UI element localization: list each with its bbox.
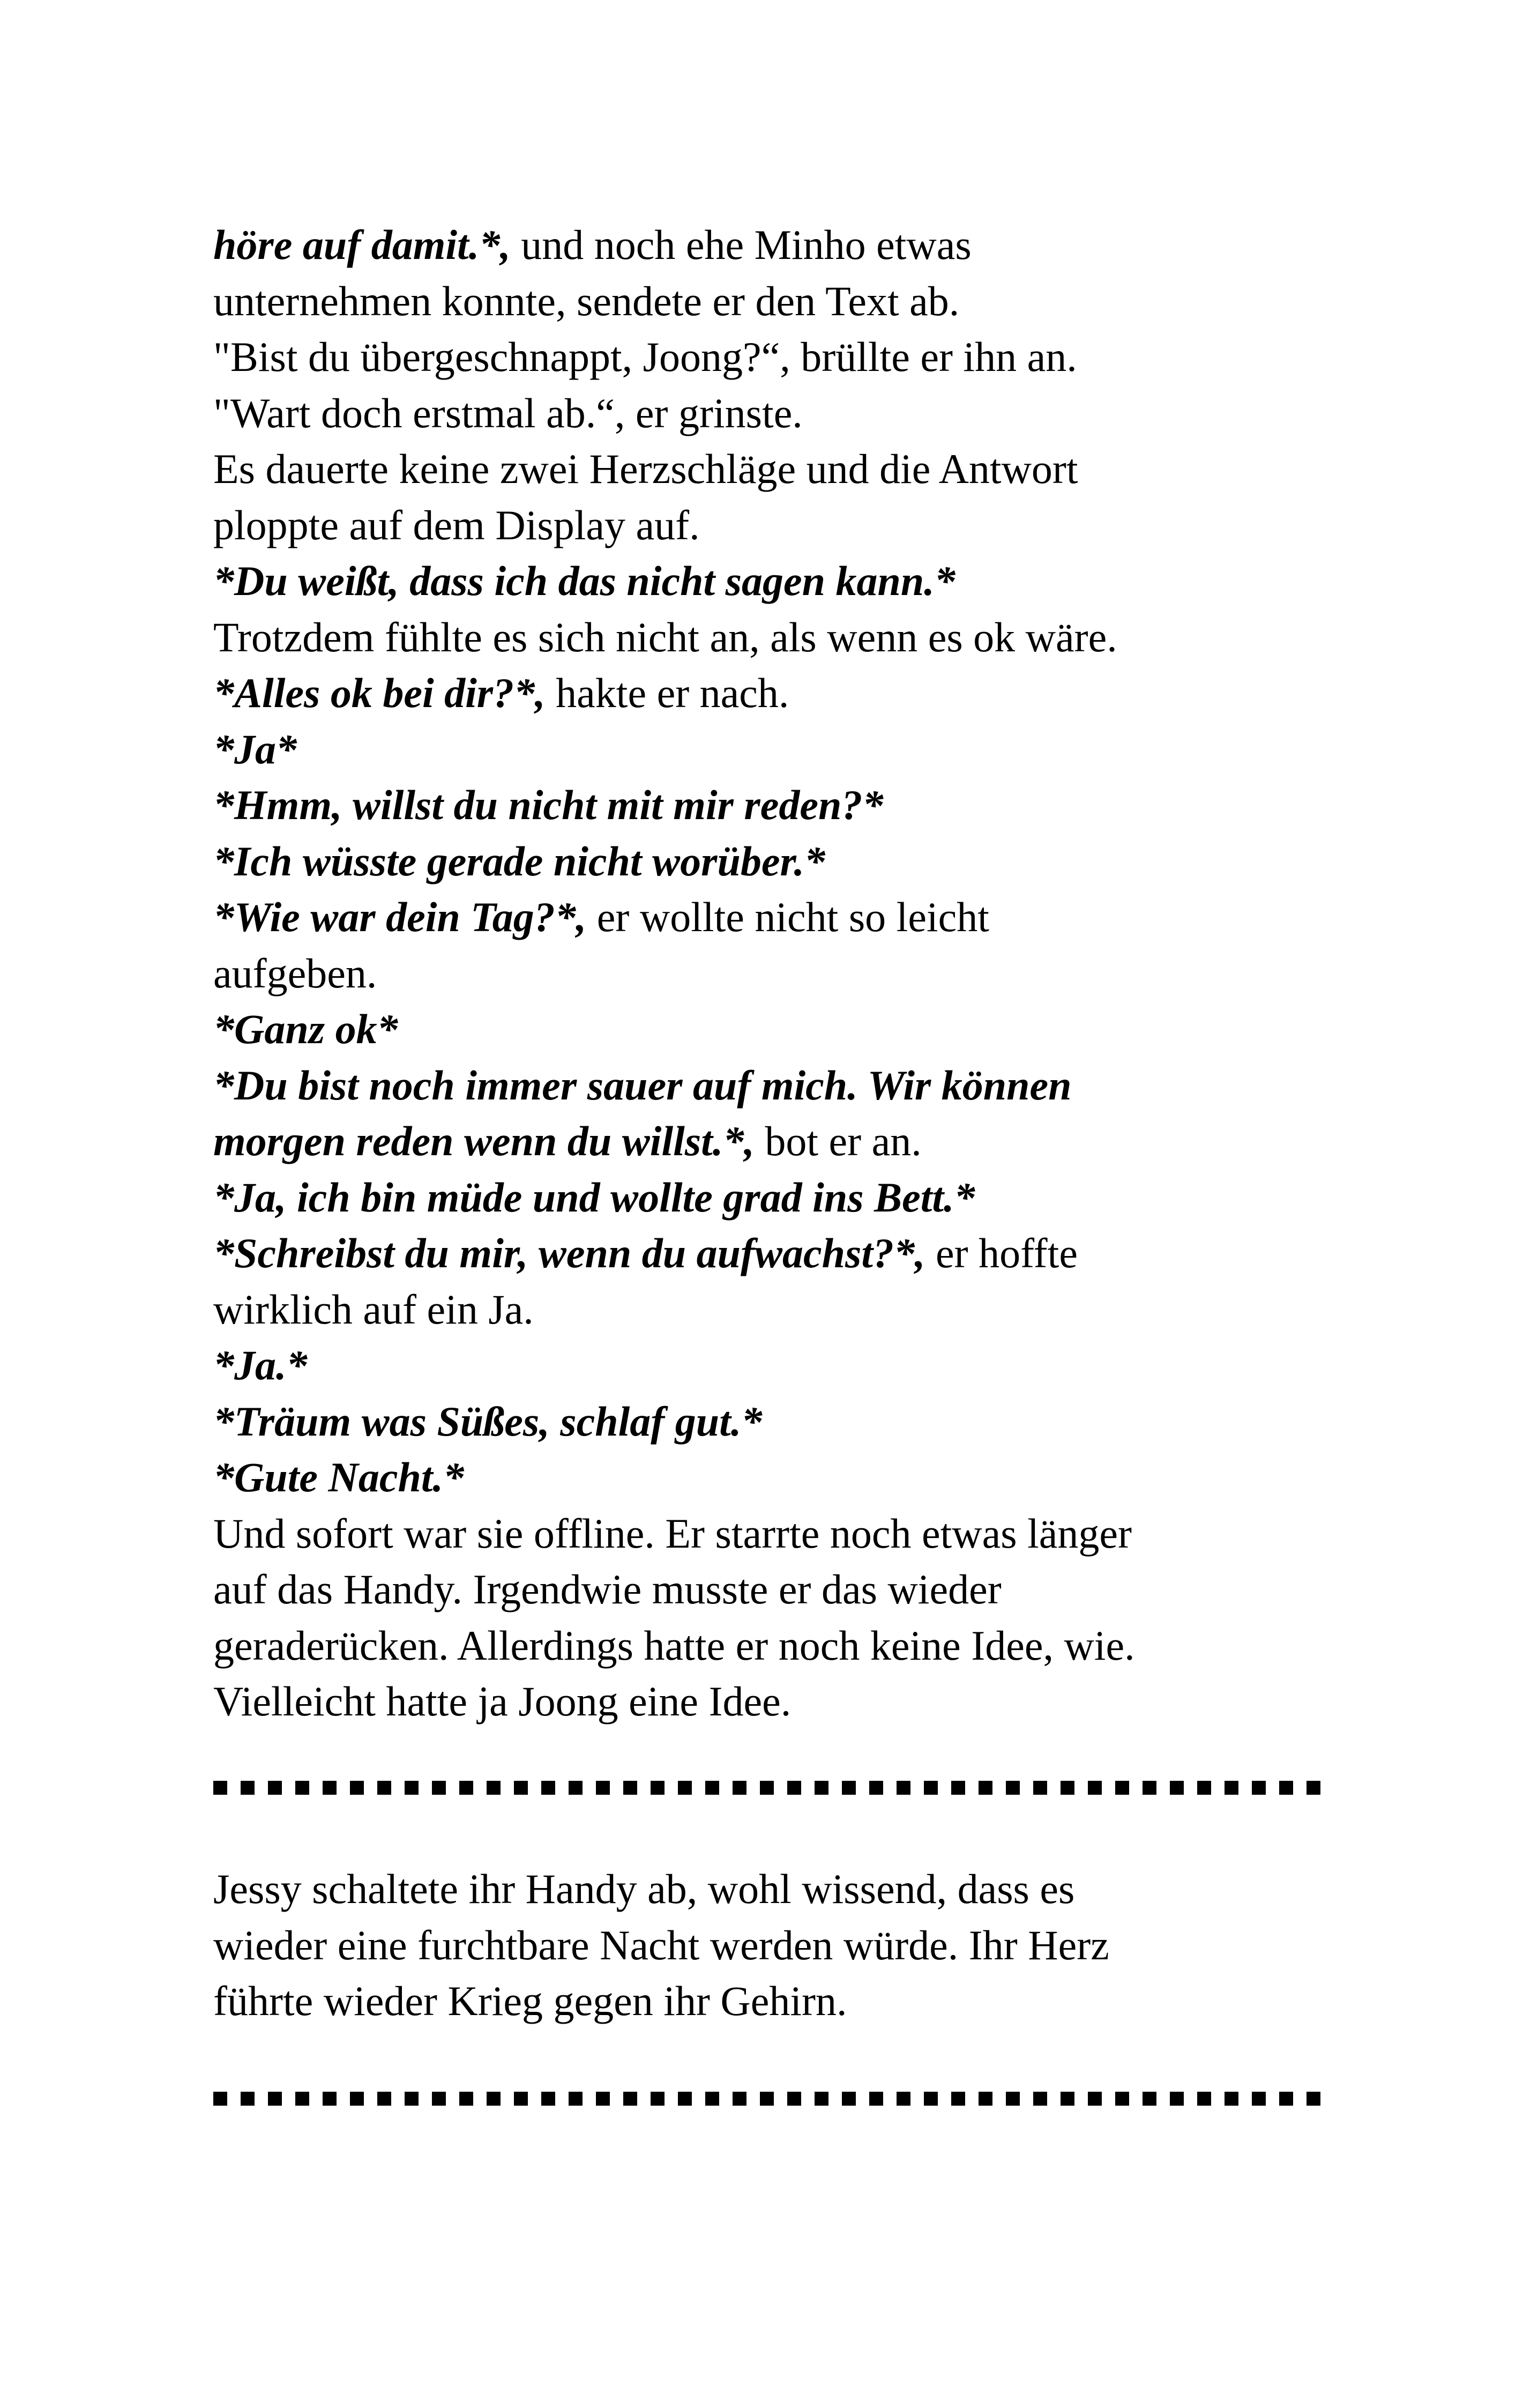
main-text-block	[213, 217, 1317, 1730]
body-text: führte wieder Krieg gegen ihr Gehirn.	[213, 1978, 847, 2024]
body-text: Trotzdem fühlte es sich nicht an, als wenn es ok wäre.	[213, 613, 1117, 660]
body-text: hakte er nach.	[545, 670, 789, 716]
body-text: auf das Handy. Irgendwie musste er das wieder	[213, 1566, 1002, 1612]
emphasized-text: *Schreibst du mir, wenn du aufwachst?*,	[213, 1230, 925, 1276]
emphasized-text: *Wie war dein Tag?*,	[213, 894, 587, 940]
text-line	[213, 1674, 1317, 1730]
body-text: Jessy schaltete ihr Handy ab, wohl wissend, dass es	[213, 1866, 1075, 1912]
emphasized-text: *Gute Nacht.*	[213, 1454, 464, 1500]
text-line	[213, 1562, 1317, 1618]
text-line	[213, 1618, 1317, 1674]
body-text: "Wart doch erstmal ab.“, er grinste.	[213, 389, 803, 436]
emphasized-text: *Ja*	[213, 725, 297, 772]
body-text: geraderücken. Allerdings hatte er noch keine Idee, wie.	[213, 1622, 1135, 1669]
emphasized-text: *Ja, ich bin müde und wollte grad ins Bett.*	[213, 1173, 975, 1221]
text-line	[213, 1001, 1317, 1058]
text-line	[213, 722, 1317, 778]
text-line	[213, 273, 1317, 330]
emphasized-text: *Träum was Süßes, schlaf gut.*	[213, 1398, 763, 1445]
body-text: Es dauerte keine zwei Herzschläge und die Antwort	[213, 445, 1078, 492]
emphasized-text: *Alles ok bei dir?*,	[213, 670, 546, 716]
body-text: er hoffte	[925, 1230, 1078, 1276]
text-line	[213, 1394, 1317, 1450]
scene-break-separator	[213, 1781, 1323, 1795]
body-text: und noch ehe Minho etwas	[510, 221, 972, 268]
text-line	[213, 1282, 1317, 1338]
text-line	[213, 1506, 1317, 1562]
text-line	[213, 497, 1317, 554]
body-text: ploppte auf dem Display auf.	[213, 501, 700, 548]
emphasized-text: *Hmm, willst du nicht mit mir reden?*	[213, 782, 884, 828]
text-line	[213, 610, 1317, 666]
text-line	[213, 553, 1317, 610]
text-line	[213, 834, 1317, 890]
text-line	[213, 1450, 1317, 1506]
text-line	[213, 1337, 1317, 1394]
body-text: Und sofort war sie offline. Er starrte noch etwas länger	[213, 1510, 1132, 1557]
body-text: unternehmen konnte, sendete er den Text ab.	[213, 277, 960, 324]
text-line	[213, 889, 1317, 946]
text-line	[213, 217, 1317, 273]
emphasized-text: *Ich wüsste gerade nicht worüber.*	[213, 837, 826, 885]
emphasized-text: *Du weißt, dass ich das nicht sagen kann.*	[213, 558, 955, 604]
emphasized-text: *Ganz ok*	[213, 1006, 398, 1052]
emphasized-text: höre auf damit.*,	[213, 221, 511, 268]
text-line	[213, 1918, 1317, 1974]
text-line	[213, 1113, 1317, 1170]
text-line	[213, 1225, 1317, 1282]
body-text: wieder eine furchtbare Nacht werden würde. Ihr Herz	[213, 1921, 1109, 1968]
text-line	[213, 1973, 1317, 2030]
text-line	[213, 1058, 1317, 1114]
text-line	[213, 385, 1317, 442]
body-text: er wollte nicht so leicht	[586, 894, 989, 940]
text-line	[213, 441, 1317, 497]
text-line	[213, 665, 1317, 722]
scene-break-separator	[213, 2092, 1323, 2106]
closing-paragraph	[213, 1861, 1317, 2030]
body-text: wirklich auf ein Ja.	[213, 1285, 534, 1333]
body-text: bot er an.	[754, 1118, 922, 1164]
text-line	[213, 329, 1317, 385]
text-line	[213, 777, 1317, 834]
emphasized-text: *Du bist noch immer sauer auf mich. Wir können	[213, 1061, 1072, 1109]
body-text: aufgeben.	[213, 949, 377, 997]
text-line	[213, 1170, 1317, 1226]
body-text: Vielleicht hatte ja Joong eine Idee.	[213, 1678, 792, 1725]
body-text: "Bist du übergeschnappt, Joong?“, brüllte er ihn an.	[213, 333, 1077, 380]
emphasized-text: morgen reden wenn du willst.*,	[213, 1118, 755, 1164]
text-line	[213, 1861, 1317, 1918]
text-line	[213, 946, 1317, 1002]
emphasized-text: *Ja.*	[213, 1342, 308, 1388]
